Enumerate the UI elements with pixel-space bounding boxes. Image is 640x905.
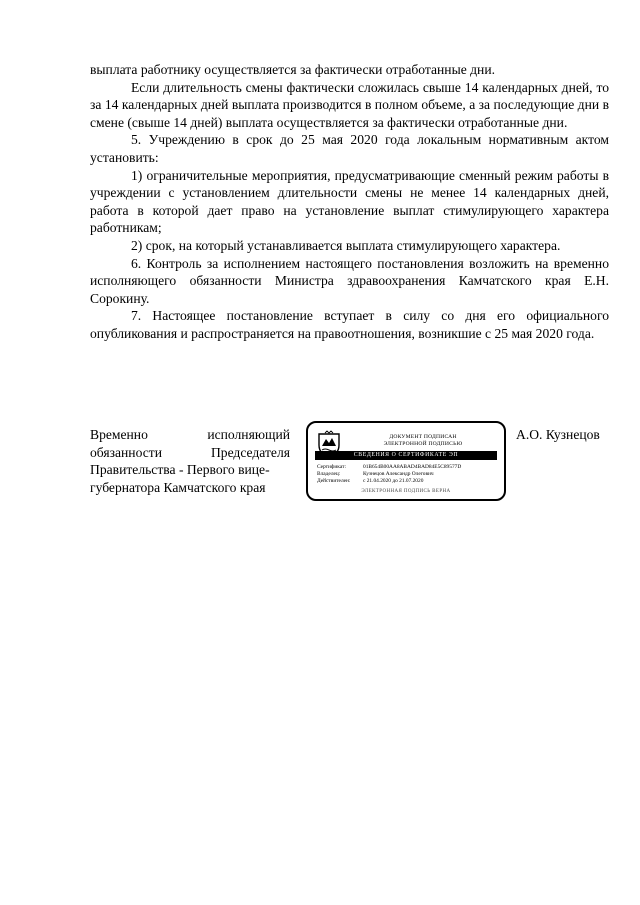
paragraph-item-7: 7. Настоящее постановление вступает в силу со дня его официального опубликования и распространяется на правоотношения, возникшие с 25 мая 2020 года. [90,308,609,341]
paragraph-item-6: 6. Контроль за исполнением настоящего постановления возложить на временно исполняющего обязанности Министра здравоохранения Камчатского края Е.Н. Сорокину. [90,255,609,306]
stamp-label: Владелец: [317,471,341,477]
stamp-certificate-header: СВЕДЕНИЯ О СЕРТИФИКАТЕ ЭП [315,451,497,460]
signer-position-word: обязанности [90,444,162,460]
stamp-value: Кузнецов Александр Олегович [363,471,434,477]
stamp-title: ЭЛЕКТРОННОЙ ПОДПИСЬЮ [383,441,463,447]
stamp-label: Сертификат: [317,464,346,470]
paragraph-subitem-2: 2) срок, на который устанавливается выплата стимулирующего характера. [131,237,561,253]
signer-position-word: исполняющий [207,427,290,442]
paragraph-item-5: 5. Учреждению в срок до 25 мая 2020 года локальным нормативным актом установить: [90,132,609,165]
stamp-value: 01B654B00AA8ABAD4BAD84E5C89577D [363,464,462,470]
signer-position-word: Председателя [210,444,290,460]
document-body [90,61,609,343]
paragraph-subitem-1: 1) ограничительные мероприятия, предусматривающие сменный режим работы в учреждении с установлением длительности смены не менее 14 календарных дней, работа в которой дает право на установление выплат стимулирующего характера работникам; [90,167,609,236]
paragraph-payment-actual-days: выплата работнику осуществляется за фактически отработанные дни. [90,62,496,77]
stamp-footer: ЭЛЕКТРОННАЯ ПОДПИСЬ ВЕРНА [361,489,451,494]
stamp-validity-row [317,478,423,485]
paragraph-shift-duration: Если длительность смены фактически сложилась свыше 14 календарных дней, то за 14 календарных дней выплата производится в полном объеме, а за последующие дни в смене (свыше 14 дней) выплата осуществляется за фактически отработанные дни. [90,79,609,130]
stamp-value: с 21.04.2020 до 21.07.2020 [363,478,424,484]
signer-position-line: Правительства - Первого вице- [90,462,270,478]
stamp-owner-row [317,471,434,478]
stamp-label: Действителен: [317,478,351,484]
signer-name: А.О. Кузнецов [516,427,600,442]
stamp-certificate-row [317,464,461,471]
stamp-title: ДОКУМЕНТ ПОДПИСАН [389,434,457,440]
electronic-signature-stamp [306,421,506,501]
signer-position-line: губернатора Камчатского края [90,479,266,495]
signer-position [90,426,290,496]
signer-position-word: Временно [90,427,148,442]
